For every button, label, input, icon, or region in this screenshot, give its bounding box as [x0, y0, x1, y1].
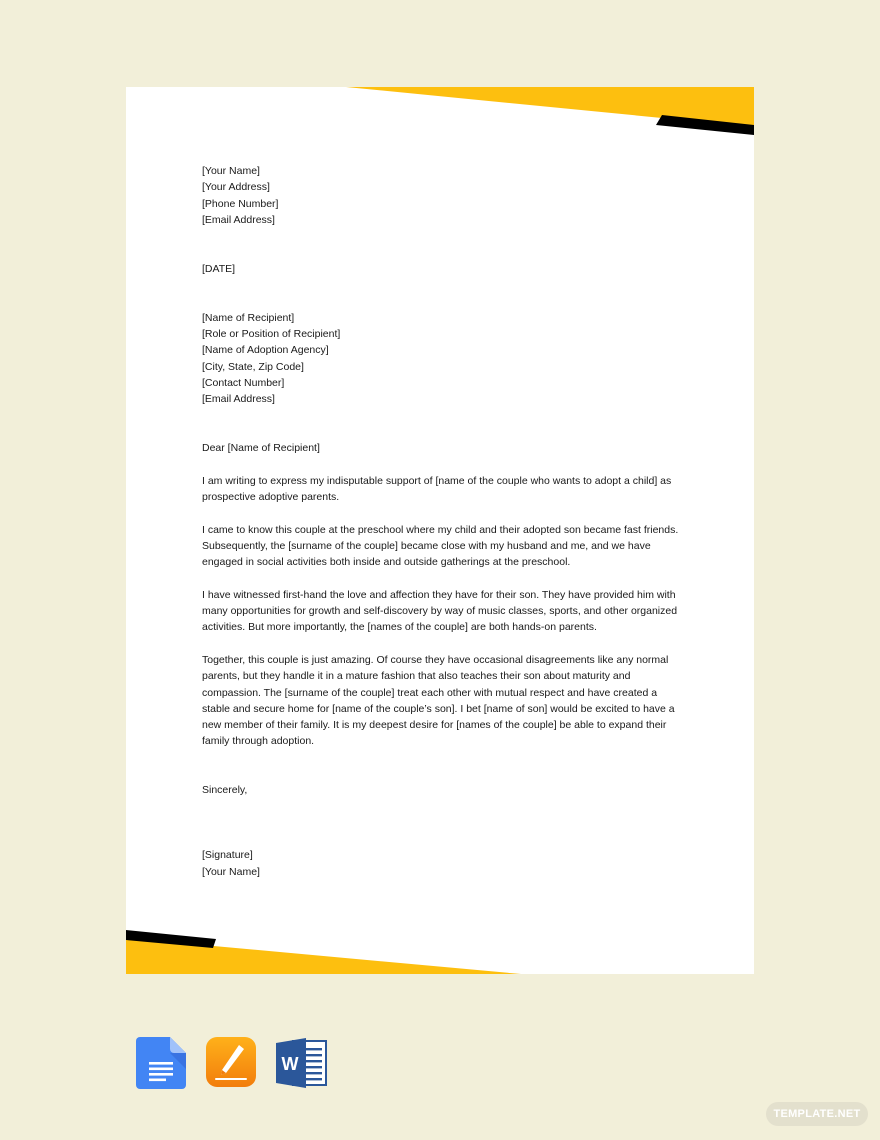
word-icon[interactable]: [276, 1037, 328, 1089]
paragraph-1: I am writing to express my indisputable support of [name of the couple who wants to adopt a child] as prospective adoptive parents.: [202, 474, 672, 503]
word-icon-letter: W: [281, 1054, 299, 1074]
salutation: Dear [Name of Recipient]: [202, 442, 320, 455]
sender-email: [Email Address]: [202, 213, 275, 226]
sender-block: [202, 163, 682, 228]
signature: [Signature]: [202, 849, 253, 862]
recipient-contact: [Contact Number]: [202, 376, 285, 389]
recipient-name: [Name of Recipient]: [202, 311, 295, 324]
google-docs-icon[interactable]: [136, 1037, 186, 1089]
recipient-block: [202, 310, 682, 408]
top-black-stripe: [656, 115, 754, 135]
recipient-agency: [Name of Adoption Agency]: [202, 344, 329, 357]
closing: Sincerely,: [202, 784, 248, 797]
watermark-badge: TEMPLATE.NET: [766, 1102, 868, 1126]
paragraph-4: Together, this couple is just amazing. Of course they have occasional disagreements like any normal parents, but they handle it in a mature fashion that also teaches their son about maturity and compassion. The [surname of the couple] treat each other with mutual respect and have created a stable and secure home for [name of the couple’s son]. I bet [name of son] would be excited to have a new member of their family. It is my deepest desire for [names of the couple] be able to expand their family through adoption.: [202, 653, 675, 748]
signature-name: [Your Name]: [202, 865, 260, 878]
top-yellow-stripe: [346, 87, 754, 127]
bottom-yellow-stripe: [126, 938, 521, 974]
letter-date: [DATE]: [202, 262, 236, 275]
sender-phone: [Phone Number]: [202, 197, 279, 210]
sender-address: [Your Address]: [202, 181, 270, 194]
paragraph-2: I came to know this couple at the preschool where my child and their adopted son became fast friends. Subsequently, the [surname of the couple] became close with my husband and me, and we have engaged in social activities both inside and outside gatherings at the preschool.: [202, 523, 679, 569]
letter-body: [202, 163, 682, 880]
recipient-role: [Role or Position of Recipient]: [202, 327, 341, 340]
recipient-email: [Email Address]: [202, 393, 275, 406]
recipient-city: [City, State, Zip Code]: [202, 360, 304, 373]
letter-page: [126, 87, 754, 974]
signature-block: [202, 847, 682, 880]
sender-name: [Your Name]: [202, 165, 260, 177]
pages-icon[interactable]: [206, 1037, 256, 1087]
bottom-black-stripe: [126, 930, 216, 948]
paragraph-3: I have witnessed first-hand the love and affection they have for their son. They have provided him with many opportunities for growth and self-discovery by way of music classes, sports, and other organized activities. But more importantly, the [names of the couple] are both hands-on parents.: [202, 588, 678, 634]
